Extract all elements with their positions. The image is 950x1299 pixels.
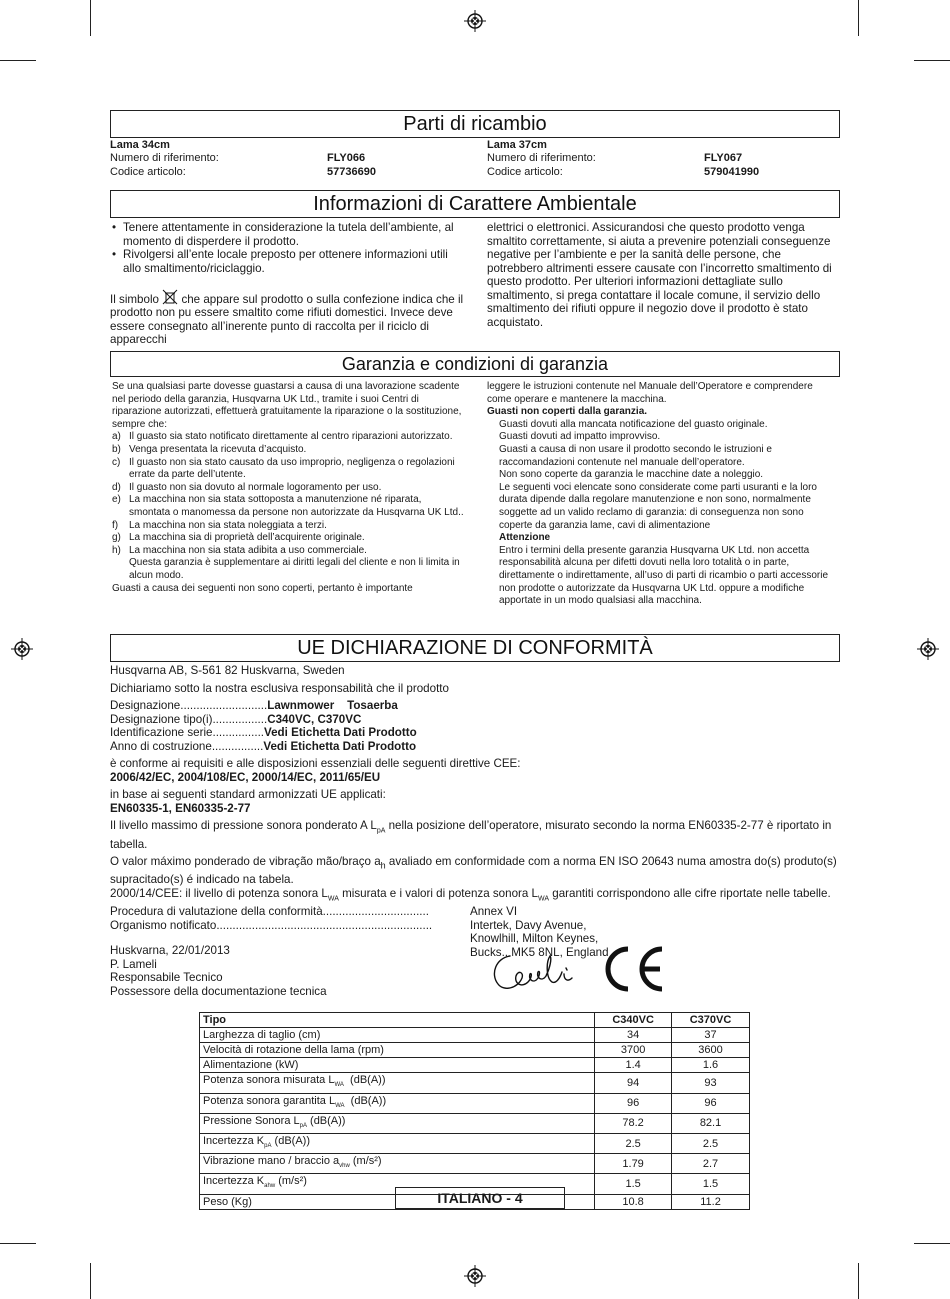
row-label-text: Pressione Sonora L (203, 1114, 300, 1127)
designation-label: Designazione........................... (110, 699, 268, 712)
table-row (200, 1028, 750, 1043)
column-header-c370vc: C370VC (672, 1013, 750, 1028)
row-label-subscript: vhw (339, 1163, 350, 1170)
specifications-table (199, 1012, 750, 1210)
not-covered-item: Le seguenti voci elencate sono considerate come parti usuranti e la loro durata dipende dalla regolare manutenzione e non sono, normalmente soggette ad un valido reclamo di garanzia: di conseguenza non sono coperte da garanzia lame, cavi di alimentazione (499, 481, 817, 531)
row-label-text: Incertezza K (203, 1175, 265, 1188)
cell-c340vc: 1.79 (595, 1154, 672, 1174)
row-label (200, 1058, 595, 1073)
cell-c370vc: 2.7 (672, 1154, 750, 1174)
type-row (110, 713, 840, 727)
row-label-text: Peso (Kg) (203, 1195, 252, 1208)
cell-c340vc: 1.4 (595, 1058, 672, 1073)
condition-label: a) (112, 431, 121, 443)
procedure-value: Annex VI (470, 905, 518, 919)
place-date: Huskvarna, 22/01/2013 (110, 944, 230, 957)
table-row (200, 1093, 750, 1113)
attention-text: Entro i termini della presente garanzia Husqvarna UK Ltd. non accetta responsabilità alcuna per difetti dovuti nella loro totalità o in parte, direttamente o indirettamente, all’uso di parti di ricambio o parti accessorie non prodotte o autorizzate da Husqvarna UK Ltd. oppure a modifiche apportate in un modo qualsiasi alla macchina. (499, 544, 829, 607)
notified-line: Knowlhill, Milton Keynes, (470, 932, 599, 946)
blade-name: Lama 34cm (110, 139, 170, 151)
warranty-conditions-list (112, 431, 465, 557)
warranty-title: Garanzia e condizioni di garanzia (110, 351, 840, 377)
row-label-subscript: pA (299, 1122, 307, 1129)
signer-name: P. Lameli (110, 957, 157, 971)
warranty-left-end: Guasti a causa dei seguenti non sono coperti, pertanto è importante (112, 582, 413, 594)
crop-mark (858, 0, 859, 36)
row-label-text: Alimentazione (kW) (203, 1059, 299, 1072)
not-covered-item: Guasti dovuti ad impatto improvviso. (499, 431, 661, 443)
table-row (200, 1058, 750, 1073)
year-row (110, 740, 840, 754)
cell-c340vc: 94 (595, 1073, 672, 1093)
conform-text: è conforme ai requisiti e alle disposizioni essenziali delle seguenti direttive CEE: (110, 757, 521, 770)
procedure-row (110, 905, 840, 919)
row-label-text: Potenza sonora misurata L (203, 1074, 335, 1087)
noise-text (110, 819, 840, 851)
code-value: 57736690 (327, 165, 376, 178)
not-covered-item: Guasti dovuti alla mancata notificazione del guasto originale. (499, 418, 768, 430)
row-label-text: Potenza sonora garantita L (203, 1094, 336, 1107)
code-label: Codice articolo: (110, 165, 186, 178)
cell-c370vc: 96 (672, 1093, 750, 1113)
environment-bullet: • Rivolgersi all’ente locale preposto per ottenere informazioni utili allo smaltimento/riciclaggio. (110, 248, 465, 275)
table-row (200, 1073, 750, 1093)
cell-c370vc: 93 (672, 1073, 750, 1093)
condition-label: c) (112, 456, 121, 468)
condition-text: Il guasto non sia stato causato da uso improprio, negligenza o regolazioni errate da parte dell’utente. (129, 456, 455, 481)
signature-image (488, 948, 578, 996)
notified-line: Bucks., MK5 8NL, England (470, 945, 609, 959)
warranty-intro: Se una qualsiasi parte dovesse guastarsi a causa di una lavorazione scadente nel periodo della garanzia, Husqvarna UK Ltd., tramite i suoi Centri di riparazione autorizzati, effettuerà gratuitamente la riparazione o la sostituzione, sempre che: (112, 381, 462, 430)
type-value: C340VC, C370VC (267, 712, 362, 726)
standards-text: in base ai seguenti standard armonizzati UE applicati: (110, 788, 386, 801)
ref-label: Numero di riferimento: (110, 152, 219, 165)
environment-right-text: elettrici o elettronici. Assicurandosi che questo prodotto venga smaltito correttamente, si aiuta a prevenire potenziali conseguenze negative per l’ambiente e per la sanità delle persone, che potrebbero altrimenti essere causate con l’incorretto smaltimento di questo prodotto. Per ulteriori informazioni dettagliate sullo smaltimento, si prega contattare il locale comune, il servizio dello smaltimento dei rifiuti oppure il negozio dove il prodotto è stato acquistato. (487, 221, 832, 329)
condition-label: b) (112, 443, 121, 455)
weee-paragraph (110, 289, 465, 347)
power-text-c: garantiti corrispondono alle cifre riportate nelle tabelle. (549, 886, 831, 900)
attention-title: Attenzione (499, 532, 551, 544)
notified-line: Intertek, Davy Avenue, (470, 918, 587, 932)
cell-c340vc: 1.5 (595, 1174, 672, 1194)
row-label-unit: (dB(A)) (271, 1134, 310, 1147)
condition-text: La macchina sia di proprietà dell’acquirente originale. (129, 532, 365, 544)
registration-mark-icon (11, 638, 33, 660)
power-text-b: misurata e i valori di potenza sonora L (338, 886, 539, 900)
warranty-condition-item (112, 431, 465, 444)
cell-c370vc: 2.5 (672, 1133, 750, 1153)
row-label (200, 1093, 595, 1113)
row-label (200, 1028, 595, 1043)
power-sub: WA (327, 894, 339, 902)
warranty-condition-item (112, 444, 465, 457)
code-value: 579041990 (704, 165, 760, 178)
environment-right-column (487, 221, 839, 329)
power-text (110, 887, 840, 906)
weee-text-post: che appare sul prodotto o sulla confezione indica che il prodotto non pu essere smaltito come rifiuti domestici. Invece deve essere consegnato all’inerente punto di raccolta per il riciclo di apparecchi (110, 292, 464, 346)
column-header-type: Tipo (200, 1013, 595, 1028)
environment-bullet: • Tenere attentamente in considerazione la tutela dell’ambiente, al momento di disperdere il prodotto. (110, 221, 465, 248)
table-row (200, 1154, 750, 1174)
year-label: Anno di costruzione................ (110, 739, 264, 753)
crossed-bin-icon (162, 289, 178, 305)
row-label-text: Incertezza K (203, 1134, 265, 1147)
company-address: Husqvarna AB, S-561 82 Huskvarna, Sweden (110, 664, 345, 677)
row-label-subscript: WA (334, 1082, 344, 1089)
notified-label: Organismo notificato................................................................... (110, 918, 433, 932)
vib-text-b: avaliado em conformidade com a norma EN ISO 20643 numa amostra do(s) produto(s) supracitado(s) é indicado na tabela. (110, 855, 837, 887)
row-label-unit: (m/s²) (349, 1155, 382, 1168)
cell-c370vc: 37 (672, 1028, 750, 1043)
cell-c340vc: 78.2 (595, 1113, 672, 1133)
vib-sub: h (380, 860, 386, 871)
noise-text-b: nella posizione dell’operatore, misurato secondo la norma EN60335-2-77 è riportato in tabella. (110, 819, 832, 851)
vib-text-a: O valor máximo ponderado de vibração mão/braço a (110, 855, 381, 869)
documentation-holder: Possessore della documentazione tecnica (110, 984, 327, 998)
not-covered-list (487, 419, 837, 532)
cell-c370vc: 1.5 (672, 1174, 750, 1194)
table-header-row (200, 1013, 750, 1028)
spare-part-right (487, 139, 837, 179)
ref-value: FLY067 (704, 152, 743, 165)
registration-mark-icon (464, 1265, 486, 1287)
cell-c340vc: 34 (595, 1028, 672, 1043)
warranty-supplement: Questa garanzia è supplementare ai diritti legali del cliente e non li limita in alcun modo. (129, 557, 460, 581)
condition-text: Il guasto sia stato notificato direttamente al centro riparazioni autorizzato. (129, 431, 453, 443)
row-label-text: Velocità di rotazione della lama (rpm) (203, 1044, 384, 1057)
row-label-text: Vibrazione mano / braccio a (203, 1155, 340, 1168)
warranty-condition-item (112, 532, 465, 545)
designation-value: Lawnmower Tosaerba (267, 699, 398, 712)
warranty-condition-item (112, 520, 465, 533)
series-row (110, 726, 840, 740)
vibration-text (110, 855, 840, 886)
warranty-left-column (112, 381, 465, 595)
power-sub: WA (538, 894, 550, 902)
series-label: Identificazione serie................ (110, 726, 265, 739)
noise-text-a: Il livello massimo di pressione sonora ponderato A L (110, 819, 377, 832)
ref-value: FLY066 (327, 152, 366, 165)
crop-mark (858, 1263, 859, 1299)
signer-role: Responsabile Tecnico (110, 971, 223, 984)
warranty-right-start: leggere le istruzioni contenute nel Manuale dell’Operatore e comprendere come operare e mantenere la macchina. (487, 381, 813, 405)
row-label-unit: (dB(A)) (344, 1094, 387, 1107)
not-covered-item: Non sono coperte da garanzia le macchine date a noleggio. (499, 469, 764, 481)
row-label (200, 1043, 595, 1058)
table-body (200, 1028, 750, 1210)
weee-text-pre: Il simbolo (110, 292, 159, 306)
row-label-subscript: ahw (264, 1183, 276, 1190)
noise-sub: pA (376, 827, 386, 835)
row-label (200, 1154, 595, 1174)
cell-c370vc: 82.1 (672, 1113, 750, 1133)
standards: EN60335-1, EN60335-2-77 (110, 801, 251, 815)
row-label (200, 1073, 595, 1093)
table-row (200, 1113, 750, 1133)
condition-label: f) (112, 519, 119, 531)
ce-mark-icon (600, 944, 666, 994)
crop-mark (914, 1243, 950, 1244)
ref-label: Numero di riferimento: (487, 152, 596, 165)
condition-text: La macchina non sia stata sottoposta a manutenzione né riparata, smontata o manomessa da persone non autorizzate da Husqvarna UK Ltd.. (129, 494, 464, 518)
not-covered-title: Guasti non coperti dalla garanzia. (487, 406, 648, 418)
condition-label: g) (112, 532, 121, 544)
condition-label: e) (112, 494, 121, 506)
condition-text: La macchina non sia stata noleggiata a terzi. (129, 519, 327, 531)
row-label-subscript: pA (264, 1143, 272, 1150)
spare-part-left (110, 139, 480, 179)
not-covered-item: Guasti a causa di non usare il prodotto secondo le istruzioni e raccomandazioni contenute nel manuale dell’operatore. (499, 443, 772, 468)
signatory-block (110, 944, 440, 998)
row-label-text: Larghezza di taglio (cm) (203, 1029, 321, 1042)
warranty-right-column (487, 381, 837, 608)
warranty-condition-item (112, 545, 465, 558)
row-label-unit: (dB(A)) (343, 1074, 386, 1087)
row-label (200, 1113, 595, 1133)
cell-c370vc: 11.2 (672, 1194, 750, 1209)
registration-mark-icon (464, 10, 486, 32)
series-value: Vedi Etichetta Dati Prodotto (264, 726, 417, 739)
environment-title: Informazioni di Carattere Ambientale (110, 190, 840, 218)
cell-c370vc: 3600 (672, 1043, 750, 1058)
crop-mark (90, 1263, 91, 1299)
spare-parts-title: Parti di ricambio (110, 110, 840, 138)
registration-mark-icon (917, 638, 939, 660)
column-header-c340vc: C340VC (595, 1013, 672, 1028)
page-number-label: ITALIANO - 4 (395, 1187, 565, 1209)
cell-c370vc: 1.6 (672, 1058, 750, 1073)
table-row (200, 1133, 750, 1153)
row-label-unit: (m/s²) (275, 1175, 307, 1188)
row-label-subscript: WA (335, 1102, 345, 1109)
table-row (200, 1043, 750, 1058)
condition-label: d) (112, 481, 121, 493)
cell-c340vc: 96 (595, 1093, 672, 1113)
conformity-body (110, 664, 840, 959)
cell-c340vc: 3700 (595, 1043, 672, 1058)
directives: 2006/42/EC, 2004/108/EC, 2000/14/EC, 2011/65/EU (110, 770, 381, 784)
warranty-condition-item (112, 494, 465, 519)
power-text-a: 2000/14/CEE: il livello di potenza sonora L (110, 886, 328, 900)
designation-row (110, 699, 840, 713)
row-label (200, 1133, 595, 1153)
code-label: Codice articolo: (487, 165, 563, 178)
warranty-condition-item (112, 482, 465, 495)
crop-mark (0, 1243, 36, 1244)
row-label-unit: (dB(A)) (306, 1114, 346, 1127)
warranty-condition-item (112, 457, 465, 482)
year-value: Vedi Etichetta Dati Prodotto (263, 739, 417, 753)
condition-text: Il guasto non sia dovuto al normale logoramento per uso. (129, 481, 382, 493)
declaration-text: Dichiariamo sotto la nostra esclusiva responsabilità che il prodotto (110, 681, 449, 695)
crop-mark (914, 60, 950, 61)
condition-label: h) (112, 544, 121, 556)
cell-c340vc: 10.8 (595, 1194, 672, 1209)
conformity-title: UE DICHIARAZIONE DI CONFORMITÀ (110, 634, 840, 662)
condition-text: La macchina non sia stata adibita a uso commerciale. (129, 544, 367, 556)
procedure-label: Procedura di valutazione della conformità................................. (110, 905, 429, 919)
blade-name: Lama 37cm (487, 139, 547, 151)
cell-c340vc: 2.5 (595, 1133, 672, 1153)
crop-mark (90, 0, 91, 36)
crop-mark (0, 60, 36, 61)
type-label: Designazione tipo(i)................. (110, 712, 268, 726)
condition-text: Venga presentata la ricevuta d’acquisto. (129, 443, 307, 455)
environment-left-column (110, 221, 465, 347)
